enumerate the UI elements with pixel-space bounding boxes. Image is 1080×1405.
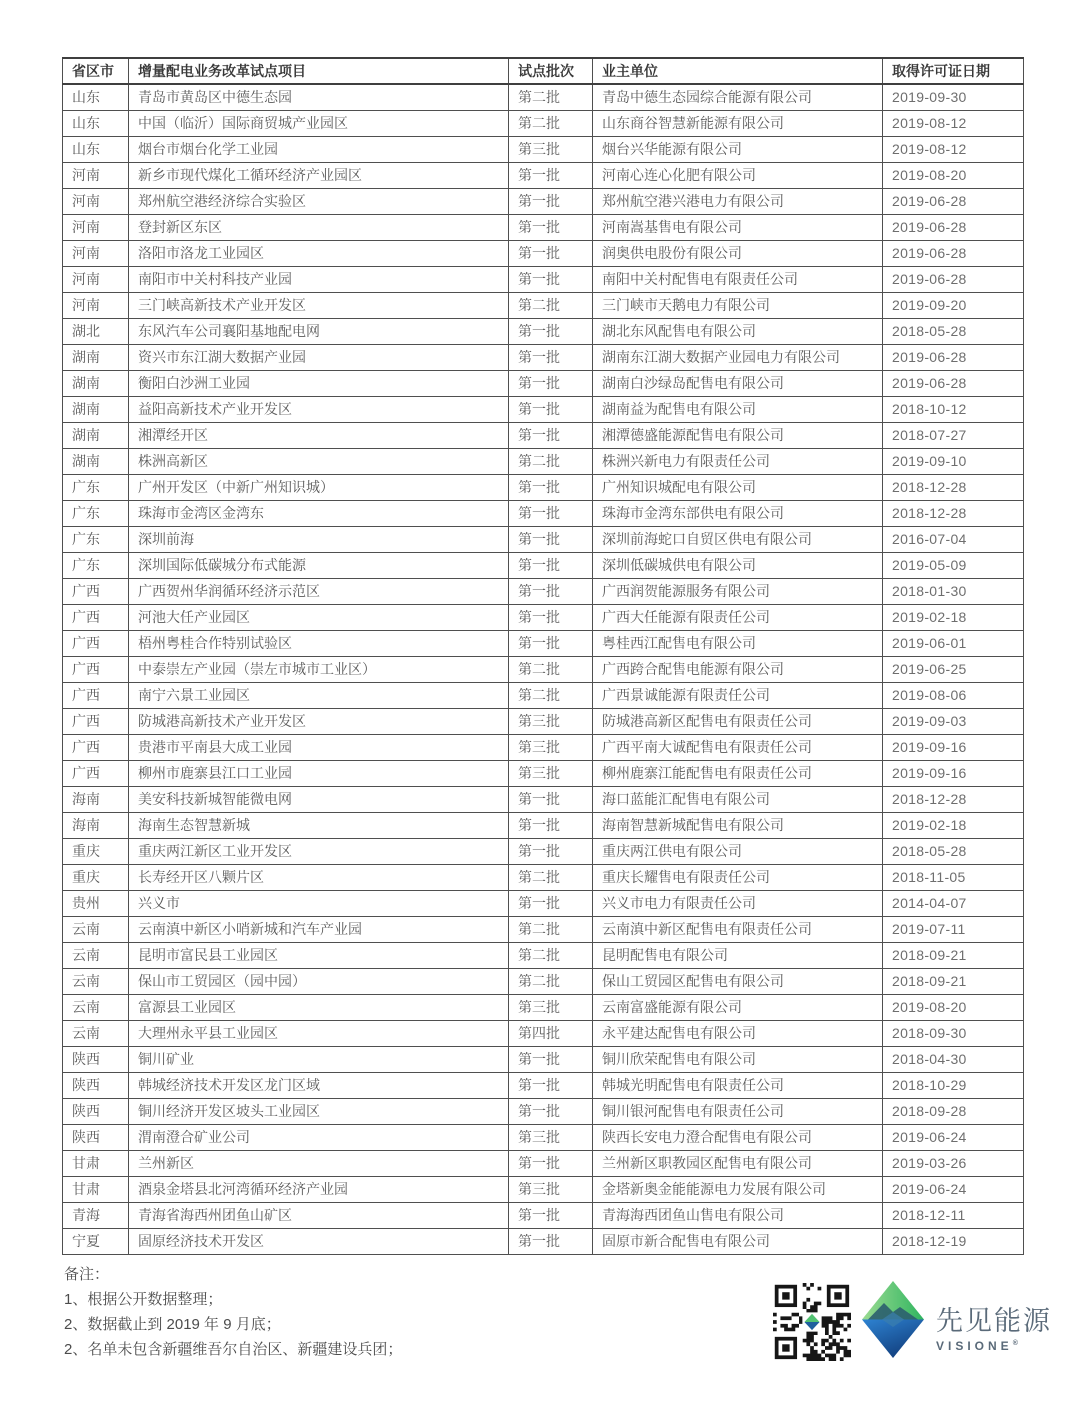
brand-name-cn: 先见能源 <box>936 1306 1052 1336</box>
footnote-line: 2、名单未包含新疆维吾尔自治区、新疆建设兵团； <box>64 1341 403 1358</box>
cell-province: 陕西 <box>63 1046 129 1072</box>
cell-owner: 河南嵩基售电有限公司 <box>593 214 883 240</box>
cell-project: 河池大任产业园区 <box>129 604 509 630</box>
cell-owner: 青海海西团鱼山售电有限公司 <box>593 1202 883 1228</box>
qr-code <box>773 1283 851 1361</box>
cell-project: 富源县工业园区 <box>129 994 509 1020</box>
pilot-projects-table-container <box>62 57 1023 1255</box>
cell-province: 湖南 <box>63 422 129 448</box>
cell-province: 湖南 <box>63 448 129 474</box>
cell-province: 贵州 <box>63 890 129 916</box>
cell-project: 三门峡高新技术产业开发区 <box>129 292 509 318</box>
cell-province: 青海 <box>63 1202 129 1228</box>
table-row <box>63 422 1024 448</box>
cell-province: 广西 <box>63 630 129 656</box>
cell-project: 郑州航空港经济综合实验区 <box>129 188 509 214</box>
cell-license-date: 2019-06-01 <box>883 630 1024 656</box>
cell-batch: 第一批 <box>509 162 593 188</box>
cell-license-date: 2018-12-28 <box>883 500 1024 526</box>
cell-batch: 第一批 <box>509 214 593 240</box>
table-row <box>63 1020 1024 1046</box>
cell-project: 贵港市平南县大成工业园 <box>129 734 509 760</box>
cell-province: 广西 <box>63 734 129 760</box>
cell-province: 山东 <box>63 84 129 110</box>
cell-batch: 第一批 <box>509 1046 593 1072</box>
cell-province: 云南 <box>63 942 129 968</box>
cell-license-date: 2018-05-28 <box>883 838 1024 864</box>
cell-license-date: 2019-09-16 <box>883 760 1024 786</box>
cell-owner: 深圳前海蛇口自贸区供电有限公司 <box>593 526 883 552</box>
table-row <box>63 890 1024 916</box>
cell-batch: 第一批 <box>509 1072 593 1098</box>
cell-province: 河南 <box>63 214 129 240</box>
table-row <box>63 838 1024 864</box>
table-row <box>63 162 1024 188</box>
table-row <box>63 552 1024 578</box>
table-row <box>63 214 1024 240</box>
cell-license-date: 2019-03-26 <box>883 1150 1024 1176</box>
cell-project: 固原经济技术开发区 <box>129 1228 509 1254</box>
cell-project: 重庆两江新区工业开发区 <box>129 838 509 864</box>
table-row <box>63 136 1024 162</box>
cell-license-date: 2019-06-28 <box>883 214 1024 240</box>
cell-project: 中泰崇左产业园（崇左市城市工业区） <box>129 656 509 682</box>
cell-batch: 第三批 <box>509 708 593 734</box>
cell-province: 广东 <box>63 474 129 500</box>
cell-batch: 第一批 <box>509 396 593 422</box>
cell-project: 登封新区东区 <box>129 214 509 240</box>
cell-project: 南宁六景工业园区 <box>129 682 509 708</box>
cell-owner: 郑州航空港兴港电力有限公司 <box>593 188 883 214</box>
table-row <box>63 1228 1024 1254</box>
cell-license-date: 2018-07-27 <box>883 422 1024 448</box>
cell-license-date: 2018-12-28 <box>883 786 1024 812</box>
cell-owner: 湘潭德盛能源配售电有限公司 <box>593 422 883 448</box>
cell-batch: 第四批 <box>509 1020 593 1046</box>
cell-batch: 第二批 <box>509 110 593 136</box>
cell-province: 湖南 <box>63 344 129 370</box>
cell-owner: 金塔新奥金能能源电力发展有限公司 <box>593 1176 883 1202</box>
cell-project: 长寿经开区八颗片区 <box>129 864 509 890</box>
cell-batch: 第一批 <box>509 578 593 604</box>
cell-project: 柳州市鹿寨县江口工业园 <box>129 760 509 786</box>
cell-license-date: 2019-08-06 <box>883 682 1024 708</box>
cell-province: 广东 <box>63 526 129 552</box>
cell-owner: 珠海市金湾东部供电有限公司 <box>593 500 883 526</box>
cell-owner: 铜川欣荣配售电有限公司 <box>593 1046 883 1072</box>
table-row <box>63 500 1024 526</box>
table-row <box>63 604 1024 630</box>
brand-name-en: VISIONE® <box>936 1339 1018 1353</box>
cell-batch: 第二批 <box>509 682 593 708</box>
cell-license-date: 2019-09-10 <box>883 448 1024 474</box>
table-row <box>63 656 1024 682</box>
cell-project: 铜川矿业 <box>129 1046 509 1072</box>
cell-owner: 广西大任能源有限责任公司 <box>593 604 883 630</box>
cell-batch: 第一批 <box>509 474 593 500</box>
cell-project: 湘潭经开区 <box>129 422 509 448</box>
cell-license-date: 2019-06-28 <box>883 240 1024 266</box>
cell-batch: 第三批 <box>509 734 593 760</box>
cell-batch: 第二批 <box>509 968 593 994</box>
cell-license-date: 2018-10-12 <box>883 396 1024 422</box>
cell-province: 山东 <box>63 110 129 136</box>
cell-owner: 山东商谷智慧新能源有限公司 <box>593 110 883 136</box>
cell-project: 防城港高新技术产业开发区 <box>129 708 509 734</box>
cell-province: 重庆 <box>63 838 129 864</box>
cell-license-date: 2019-06-24 <box>883 1176 1024 1202</box>
cell-project: 兴义市 <box>129 890 509 916</box>
cell-project: 昆明市富民县工业园区 <box>129 942 509 968</box>
cell-owner: 烟台兴华能源有限公司 <box>593 136 883 162</box>
table-row <box>63 240 1024 266</box>
cell-province: 海南 <box>63 812 129 838</box>
cell-project: 深圳前海 <box>129 526 509 552</box>
footnotes-title: 备注： <box>64 1266 110 1283</box>
registered-mark: ® <box>1012 1340 1018 1347</box>
cell-province: 湖北 <box>63 318 129 344</box>
cell-batch: 第三批 <box>509 136 593 162</box>
table-row <box>63 708 1024 734</box>
cell-owner: 广西平南大诚配售电有限责任公司 <box>593 734 883 760</box>
cell-province: 陕西 <box>63 1124 129 1150</box>
cell-license-date: 2018-12-11 <box>883 1202 1024 1228</box>
table-row <box>63 1124 1024 1150</box>
cell-project: 韩城经济技术开发区龙门区域 <box>129 1072 509 1098</box>
cell-license-date: 2018-10-29 <box>883 1072 1024 1098</box>
cell-batch: 第一批 <box>509 552 593 578</box>
cell-owner: 广西跨合配售电能源有限公司 <box>593 656 883 682</box>
col-header-owner: 业主单位 <box>593 58 883 84</box>
cell-province: 宁夏 <box>63 1228 129 1254</box>
cell-province: 云南 <box>63 1020 129 1046</box>
cell-province: 重庆 <box>63 864 129 890</box>
cell-owner: 湖南白沙绿岛配售电有限公司 <box>593 370 883 396</box>
cell-license-date: 2019-08-12 <box>883 110 1024 136</box>
cell-license-date: 2019-09-20 <box>883 292 1024 318</box>
cell-license-date: 2018-09-21 <box>883 968 1024 994</box>
cell-project: 青海省海西州团鱼山矿区 <box>129 1202 509 1228</box>
col-header-province: 省区市 <box>63 58 129 84</box>
table-row <box>63 84 1024 110</box>
table-row <box>63 578 1024 604</box>
table-row <box>63 760 1024 786</box>
cell-province: 湖南 <box>63 370 129 396</box>
cell-batch: 第一批 <box>509 266 593 292</box>
cell-owner: 湖北东风配售电有限公司 <box>593 318 883 344</box>
cell-license-date: 2019-07-11 <box>883 916 1024 942</box>
qr-center-logo <box>802 1312 821 1331</box>
cell-license-date: 2014-04-07 <box>883 890 1024 916</box>
table-row <box>63 1098 1024 1124</box>
cell-owner: 广西景诚能源有限责任公司 <box>593 682 883 708</box>
cell-batch: 第一批 <box>509 890 593 916</box>
cell-owner: 云南富盛能源有限公司 <box>593 994 883 1020</box>
cell-license-date: 2019-08-20 <box>883 994 1024 1020</box>
cell-owner: 昆明配售电有限公司 <box>593 942 883 968</box>
cell-license-date: 2016-07-04 <box>883 526 1024 552</box>
cell-batch: 第三批 <box>509 1176 593 1202</box>
cell-owner: 广西润贺能源服务有限公司 <box>593 578 883 604</box>
cell-project: 广西贺州华润循环经济示范区 <box>129 578 509 604</box>
cell-owner: 重庆长耀售电有限责任公司 <box>593 864 883 890</box>
cell-project: 保山市工贸园区（园中园） <box>129 968 509 994</box>
pilot-projects-table <box>62 57 1024 1255</box>
cell-province: 广西 <box>63 682 129 708</box>
cell-province: 广西 <box>63 708 129 734</box>
cell-batch: 第一批 <box>509 630 593 656</box>
table-row <box>63 1176 1024 1202</box>
cell-project: 洛阳市洛龙工业园区 <box>129 240 509 266</box>
table-row <box>63 682 1024 708</box>
brand-diamond-icon <box>862 1281 924 1358</box>
cell-province: 湖南 <box>63 396 129 422</box>
cell-license-date: 2019-06-28 <box>883 370 1024 396</box>
footnote-line: 1、根据公开数据整理； <box>64 1291 223 1308</box>
table-row <box>63 942 1024 968</box>
cell-province: 广西 <box>63 578 129 604</box>
table-header-row <box>63 58 1024 84</box>
cell-project: 铜川经济开发区坡头工业园区 <box>129 1098 509 1124</box>
cell-owner: 永平建达配售电有限公司 <box>593 1020 883 1046</box>
table-row <box>63 1202 1024 1228</box>
cell-province: 河南 <box>63 292 129 318</box>
cell-batch: 第一批 <box>509 604 593 630</box>
table-row <box>63 188 1024 214</box>
cell-project: 珠海市金湾区金湾东 <box>129 500 509 526</box>
table-row <box>63 994 1024 1020</box>
table-row <box>63 526 1024 552</box>
cell-project: 梧州粤桂合作特别试验区 <box>129 630 509 656</box>
cell-batch: 第二批 <box>509 292 593 318</box>
cell-project: 烟台市烟台化学工业园 <box>129 136 509 162</box>
cell-batch: 第一批 <box>509 1150 593 1176</box>
cell-license-date: 2019-02-18 <box>883 812 1024 838</box>
col-header-license-date: 取得许可证日期 <box>883 58 1024 84</box>
cell-owner: 重庆两江供电有限公司 <box>593 838 883 864</box>
cell-owner: 润奥供电股份有限公司 <box>593 240 883 266</box>
cell-owner: 三门峡市天鹅电力有限公司 <box>593 292 883 318</box>
cell-project: 云南滇中新区小哨新城和汽车产业园 <box>129 916 509 942</box>
table-row <box>63 968 1024 994</box>
cell-project: 南阳市中关村科技产业园 <box>129 266 509 292</box>
cell-owner: 粤桂西江配售电有限公司 <box>593 630 883 656</box>
cell-project: 海南生态智慧新城 <box>129 812 509 838</box>
cell-batch: 第一批 <box>509 812 593 838</box>
cell-batch: 第一批 <box>509 240 593 266</box>
cell-license-date: 2019-06-24 <box>883 1124 1024 1150</box>
table-row <box>63 630 1024 656</box>
footnote-line: 2、数据截止到 2019 年 9 月底； <box>64 1316 281 1333</box>
cell-province: 广西 <box>63 656 129 682</box>
cell-province: 广西 <box>63 760 129 786</box>
cell-province: 广西 <box>63 604 129 630</box>
table-row <box>63 1046 1024 1072</box>
cell-batch: 第三批 <box>509 994 593 1020</box>
table-row <box>63 266 1024 292</box>
cell-license-date: 2019-06-25 <box>883 656 1024 682</box>
cell-license-date: 2018-09-21 <box>883 942 1024 968</box>
cell-license-date: 2018-09-28 <box>883 1098 1024 1124</box>
cell-batch: 第三批 <box>509 1124 593 1150</box>
cell-owner: 陕西长安电力澄合配售电有限公司 <box>593 1124 883 1150</box>
cell-project: 株洲高新区 <box>129 448 509 474</box>
table-row <box>63 370 1024 396</box>
cell-license-date: 2018-09-30 <box>883 1020 1024 1046</box>
cell-province: 云南 <box>63 994 129 1020</box>
cell-province: 广东 <box>63 500 129 526</box>
footnotes <box>64 1262 402 1362</box>
cell-project: 青岛市黄岛区中德生态园 <box>129 84 509 110</box>
cell-license-date: 2019-09-30 <box>883 84 1024 110</box>
cell-owner: 广州知识城配电有限公司 <box>593 474 883 500</box>
cell-owner: 防城港高新区配售电有限责任公司 <box>593 708 883 734</box>
cell-batch: 第二批 <box>509 916 593 942</box>
cell-province: 河南 <box>63 240 129 266</box>
cell-province: 陕西 <box>63 1072 129 1098</box>
table-row <box>63 396 1024 422</box>
cell-batch: 第一批 <box>509 786 593 812</box>
cell-batch: 第一批 <box>509 344 593 370</box>
cell-license-date: 2018-12-28 <box>883 474 1024 500</box>
cell-batch: 第一批 <box>509 526 593 552</box>
cell-license-date: 2019-08-12 <box>883 136 1024 162</box>
cell-owner: 海口蓝能汇配售电有限公司 <box>593 786 883 812</box>
cell-province: 广东 <box>63 552 129 578</box>
cell-project: 酒泉金塔县北河湾循环经济产业园 <box>129 1176 509 1202</box>
cell-province: 云南 <box>63 916 129 942</box>
cell-project: 美安科技新城智能微电网 <box>129 786 509 812</box>
cell-batch: 第一批 <box>509 1202 593 1228</box>
cell-license-date: 2019-02-18 <box>883 604 1024 630</box>
cell-batch: 第二批 <box>509 84 593 110</box>
cell-province: 海南 <box>63 786 129 812</box>
table-row <box>63 1150 1024 1176</box>
cell-owner: 固原市新合配售电有限公司 <box>593 1228 883 1254</box>
cell-license-date: 2018-04-30 <box>883 1046 1024 1072</box>
cell-owner: 柳州鹿寨江能配售电有限责任公司 <box>593 760 883 786</box>
cell-project: 兰州新区 <box>129 1150 509 1176</box>
cell-owner: 铜川银河配售电有限责任公司 <box>593 1098 883 1124</box>
cell-province: 陕西 <box>63 1098 129 1124</box>
cell-license-date: 2018-01-30 <box>883 578 1024 604</box>
table-row <box>63 344 1024 370</box>
cell-project: 深圳国际低碳城分布式能源 <box>129 552 509 578</box>
table-row <box>63 812 1024 838</box>
cell-license-date: 2018-05-28 <box>883 318 1024 344</box>
cell-batch: 第三批 <box>509 760 593 786</box>
cell-batch: 第二批 <box>509 942 593 968</box>
cell-batch: 第一批 <box>509 188 593 214</box>
cell-batch: 第一批 <box>509 422 593 448</box>
cell-project: 新乡市现代煤化工循环经济产业园区 <box>129 162 509 188</box>
cell-owner: 湖南益为配售电有限公司 <box>593 396 883 422</box>
cell-owner: 保山工贸园区配售电有限公司 <box>593 968 883 994</box>
cell-owner: 云南滇中新区配售电有限责任公司 <box>593 916 883 942</box>
cell-project: 广州开发区（中新广州知识城） <box>129 474 509 500</box>
cell-province: 甘肃 <box>63 1150 129 1176</box>
cell-owner: 青岛中德生态园综合能源有限公司 <box>593 84 883 110</box>
cell-province: 云南 <box>63 968 129 994</box>
cell-batch: 第一批 <box>509 318 593 344</box>
table-row <box>63 292 1024 318</box>
col-header-batch: 试点批次 <box>509 58 593 84</box>
cell-project: 东风汽车公司襄阳基地配电网 <box>129 318 509 344</box>
cell-owner: 湖南东江湖大数据产业园电力有限公司 <box>593 344 883 370</box>
cell-project: 资兴市东江湖大数据产业园 <box>129 344 509 370</box>
cell-owner: 韩城光明配售电有限责任公司 <box>593 1072 883 1098</box>
cell-province: 甘肃 <box>63 1176 129 1202</box>
cell-license-date: 2018-11-05 <box>883 864 1024 890</box>
cell-batch: 第一批 <box>509 500 593 526</box>
cell-province: 河南 <box>63 266 129 292</box>
cell-owner: 河南心连心化肥有限公司 <box>593 162 883 188</box>
cell-batch: 第一批 <box>509 1098 593 1124</box>
table-row <box>63 110 1024 136</box>
table-row <box>63 318 1024 344</box>
cell-province: 山东 <box>63 136 129 162</box>
cell-owner: 兰州新区职教园区配售电有限公司 <box>593 1150 883 1176</box>
table-row <box>63 448 1024 474</box>
cell-license-date: 2019-08-20 <box>883 162 1024 188</box>
cell-province: 河南 <box>63 162 129 188</box>
cell-batch: 第二批 <box>509 656 593 682</box>
cell-license-date: 2019-09-16 <box>883 734 1024 760</box>
table-row <box>63 916 1024 942</box>
table-body <box>63 84 1024 1254</box>
cell-project: 渭南澄合矿业公司 <box>129 1124 509 1150</box>
cell-province: 河南 <box>63 188 129 214</box>
cell-owner: 深圳低碳城供电有限公司 <box>593 552 883 578</box>
cell-batch: 第一批 <box>509 370 593 396</box>
cell-batch: 第一批 <box>509 838 593 864</box>
cell-project: 益阳高新技术产业开发区 <box>129 396 509 422</box>
cell-project: 衡阳白沙洲工业园 <box>129 370 509 396</box>
cell-license-date: 2018-12-19 <box>883 1228 1024 1254</box>
table-row <box>63 734 1024 760</box>
cell-batch: 第一批 <box>509 1228 593 1254</box>
cell-license-date: 2019-09-03 <box>883 708 1024 734</box>
cell-license-date: 2019-06-28 <box>883 266 1024 292</box>
cell-owner: 株洲兴新电力有限责任公司 <box>593 448 883 474</box>
brand-wordmark <box>936 1306 1052 1353</box>
cell-project: 大理州永平县工业园区 <box>129 1020 509 1046</box>
col-header-project: 增量配电业务改革试点项目 <box>129 58 509 84</box>
cell-project: 中国（临沂）国际商贸城产业园区 <box>129 110 509 136</box>
cell-owner: 兴义市电力有限责任公司 <box>593 890 883 916</box>
cell-license-date: 2019-05-09 <box>883 552 1024 578</box>
cell-owner: 海南智慧新城配售电有限公司 <box>593 812 883 838</box>
cell-batch: 第二批 <box>509 864 593 890</box>
table-row <box>63 474 1024 500</box>
cell-owner: 南阳中关村配售电有限责任公司 <box>593 266 883 292</box>
cell-license-date: 2019-06-28 <box>883 188 1024 214</box>
table-row <box>63 1072 1024 1098</box>
cell-batch: 第二批 <box>509 448 593 474</box>
cell-license-date: 2019-06-28 <box>883 344 1024 370</box>
table-row <box>63 786 1024 812</box>
table-row <box>63 864 1024 890</box>
